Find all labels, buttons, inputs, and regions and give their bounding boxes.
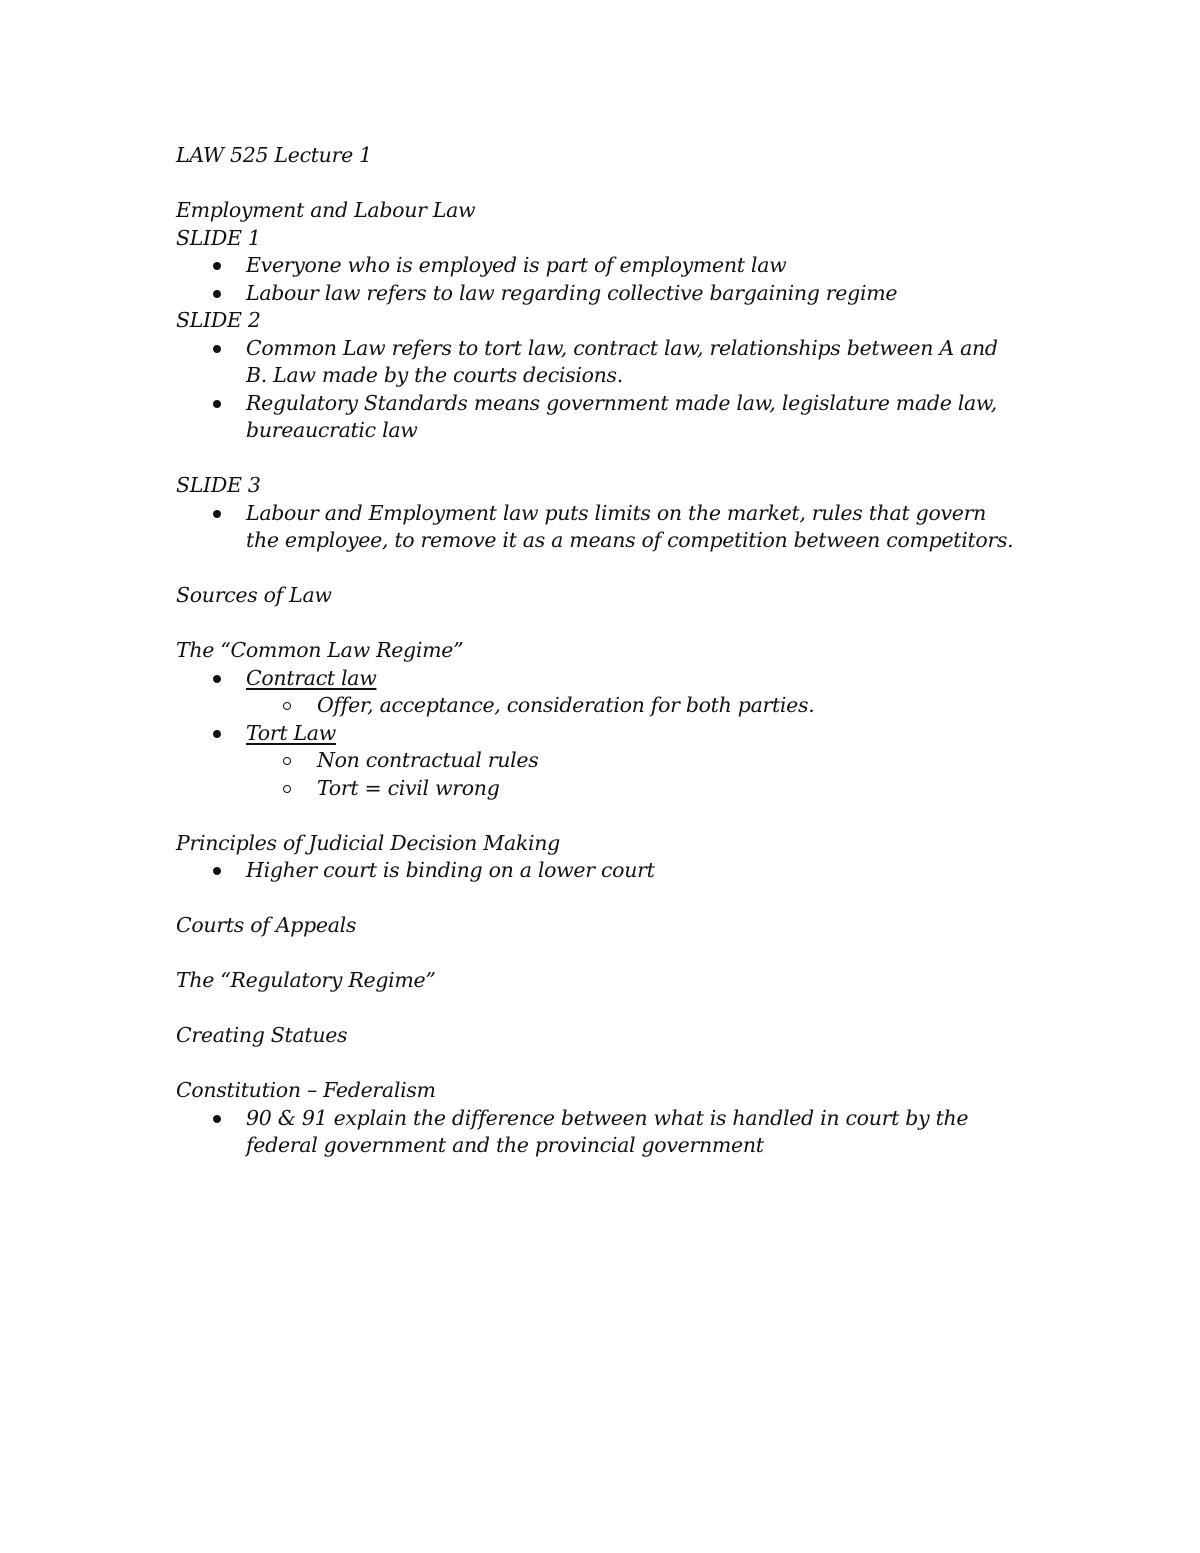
blank-line: [176, 1050, 1036, 1078]
bullet-icon: [213, 510, 221, 518]
list-item: [176, 857, 1036, 885]
common-law-bullets: [176, 665, 1036, 693]
heading-sources-of-law: Sources of Law: [176, 583, 332, 607]
blank-line: [176, 170, 1036, 198]
list-item: [176, 335, 1016, 390]
list-item: [176, 720, 1036, 748]
heading-common-law-regime: The “Common Law Regime”: [176, 638, 464, 662]
slide-2-label: SLIDE 2: [176, 308, 261, 332]
list-item: [176, 1105, 1036, 1160]
document-title: LAW 525 Lecture 1: [176, 143, 372, 167]
list-item-text: Everyone who is employed is part of employment law: [246, 253, 787, 277]
bullet-icon: [213, 290, 221, 298]
sub-list-item: [176, 747, 1036, 775]
list-item-text: Regulatory Standards means government made law, legislature made law, bureaucratic law: [246, 390, 997, 442]
document-body: [176, 142, 1036, 1160]
blank-line: [176, 610, 1036, 638]
bullet-icon: [213, 730, 221, 738]
blank-line: [176, 802, 1036, 830]
judicial-bullets: [176, 857, 1036, 885]
blank-line: [176, 995, 1036, 1023]
sub-list-item-text: Offer, acceptance, consideration for both parties.: [317, 693, 815, 717]
hollow-bullet-icon: [283, 702, 291, 710]
list-item: [176, 665, 1036, 693]
list-item: [176, 390, 1016, 445]
heading-creating-statues: Creating Statues: [176, 1023, 348, 1047]
slide-3-label: SLIDE 3: [176, 473, 261, 497]
sub-list-item: [176, 775, 1036, 803]
heading-regulatory-regime: The “Regulatory Regime”: [176, 968, 436, 992]
bullet-icon: [213, 400, 221, 408]
list-item-text: Labour and Employment law puts limits on the market, rules that govern the employee, to remove it as a means of competition between competitors.: [246, 500, 1014, 552]
slide-1-label: SLIDE 1: [176, 225, 261, 250]
slide-3-bullets: [176, 500, 1036, 555]
blank-line: [176, 445, 1036, 473]
sub-list-item-text: Tort = civil wrong: [317, 775, 500, 800]
heading-judicial-decision-making: Principles of Judicial Decision Making: [176, 830, 560, 855]
bullet-icon: [213, 1115, 221, 1123]
hollow-bullet-icon: [283, 757, 291, 765]
contract-law-label: Contract law: [246, 665, 377, 690]
bullet-icon: [213, 345, 221, 353]
heading-employment-labour-law: Employment and Labour Law: [176, 198, 476, 222]
slide-2-bullets: [176, 335, 1036, 445]
contract-law-subitems: [176, 692, 1036, 720]
list-item: [176, 252, 1036, 280]
heading-constitution-federalism: Constitution – Federalism: [176, 1078, 436, 1102]
tort-law-subitems: [176, 747, 1036, 802]
bullet-icon: [213, 675, 221, 683]
blank-line: [176, 940, 1036, 968]
bullet-icon: [213, 262, 221, 270]
list-item: [176, 280, 1036, 308]
bullet-icon: [213, 867, 221, 875]
hollow-bullet-icon: [283, 785, 291, 793]
list-item-text: Labour law refers to law regarding collective bargaining regime: [246, 280, 898, 305]
tort-law-bullets: [176, 720, 1036, 748]
list-item-text: Higher court is binding on a lower court: [246, 858, 655, 882]
heading-courts-of-appeals: Courts of Appeals: [176, 913, 357, 937]
blank-line: [176, 555, 1036, 583]
sub-list-item-text: Non contractual rules: [317, 748, 539, 772]
slide-1-bullets: [176, 252, 1036, 307]
blank-line: [176, 885, 1036, 913]
constitution-bullets: [176, 1105, 1036, 1160]
tort-law-label: Tort Law: [246, 720, 336, 745]
list-item: [176, 500, 1016, 555]
list-item-text: 90 & 91 explain the difference between what is handled in court by the federal government and the provincial government: [246, 1105, 969, 1157]
list-item-text: Common Law refers to tort law, contract law, relationships between A and B. Law made by the courts decisions.: [246, 335, 998, 387]
sub-list-item: [176, 692, 1036, 720]
